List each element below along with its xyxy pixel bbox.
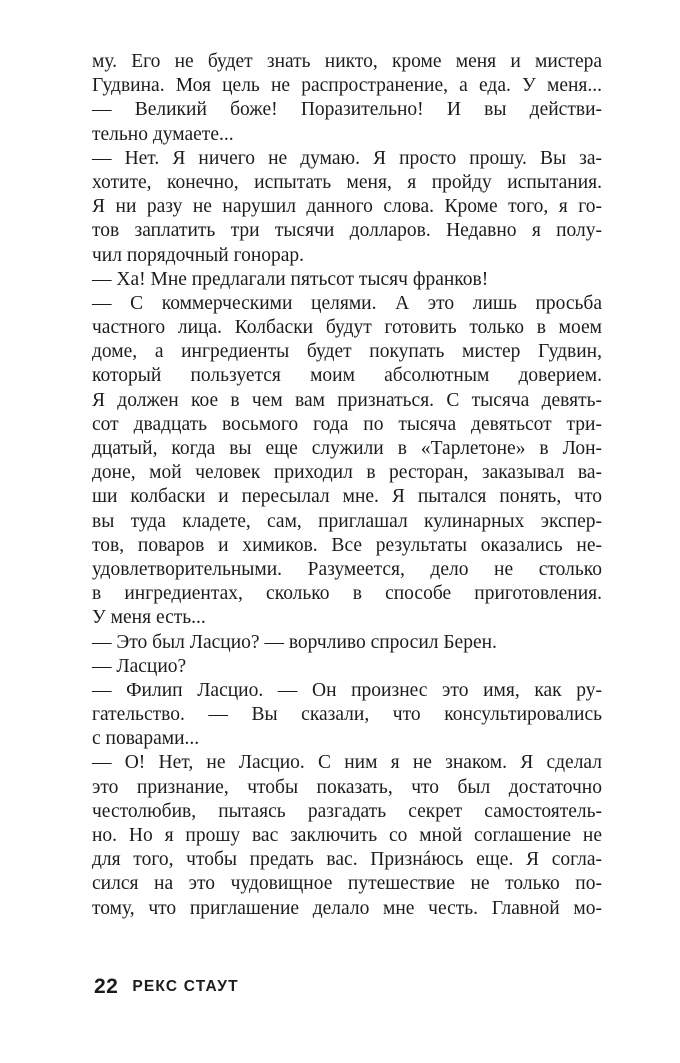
text-line: — Нет. Я ничего не думаю. Я просто прошу. Вы за- [92,147,602,169]
text-line: — Ласцио? [92,655,187,677]
text-line: гательство. — Вы сказали, что консультировались [92,704,602,726]
text-line: — Ха! Мне предлагали пятьсот тысяч франков! [92,268,489,290]
text-line: — О! Нет, не Ласцио. С ним я не знаком. Я сделал [92,752,602,774]
text-line: Я должен кое в чем вам признаться. С тысяча девять- [92,389,602,411]
text-line: удовлетворительными. Разумеется, дело не столько [92,558,602,580]
text-line: дцатый, когда вы еще служили в «Тарлетоне» в Лон- [92,438,602,459]
text-line: Гудвина. Моя цель не распространение, а еда. У меня... [92,75,602,97]
page-footer [94,972,239,1002]
text-line: но. Но я прошу вас заключить со мной соглашение не [92,825,602,846]
text-line: — Великий боже! Поразительно! И вы действи- [92,99,602,121]
text-line: Я ни разу не нарушил данного слова. Кроме того, я го- [92,196,602,218]
text-line: вы туда кладете, сам, приглашал кулинарных экспер- [92,510,602,532]
text-line: сот двадцать восьмого года по тысяча девятьсот три- [92,413,602,435]
text-line: который пользуется моим абсолютным доверием. [92,365,602,387]
text-line: ши колбаски и пересылал мне. Я пытался понять, что [92,486,602,508]
body-text [92,50,602,921]
text-line: тому, что приглашение делало мне честь. Главной мо- [92,897,602,919]
text-line: честолюбив, пытаясь разгадать секрет самостоятель- [92,800,602,822]
text-line: хотите, конечно, испытать меня, я пройду испытания. [92,171,602,193]
running-head-author: РЕКС СТАУТ [132,978,239,995]
text-line: — Филип Ласцио. — Он произнес это имя, как ру- [92,679,602,701]
text-line: сился на это чудовищное путешествие не только по- [92,873,602,895]
text-line: тов заплатить три тысячи долларов. Недавно я полу- [92,220,602,242]
text-line: тельно думаете... [92,123,234,145]
page-number: 22 [94,975,119,998]
text-line: в ингредиентах, сколько в способе приготовления. [92,583,602,605]
text-line: тов, поваров и химиков. Все результаты оказались не- [92,534,602,556]
text-line: это признание, чтобы показать, что был достаточно [92,776,602,798]
text-line: му. Его не будет знать никто, кроме меня и мистера [92,51,602,72]
text-line: — С коммерческими целями. А это лишь просьба [92,292,602,314]
text-line: доме, а ингредиенты будет покупать мистер Гудвин, [92,341,602,363]
text-line: с поварами... [92,728,200,750]
text-line: чил порядочный гонорар. [92,244,305,266]
text-line: — Это был Ласцио? — ворчливо спросил Берен. [92,631,497,653]
text-line: доне, мой человек приходил в ресторан, заказывал ва- [92,462,602,484]
text-line: У меня есть... [92,607,206,629]
text-line: частного лица. Колбаски будут готовить только в моем [92,317,602,339]
text-line: для того, чтобы предать вас. Признáюсь еще. Я согла- [92,849,602,871]
